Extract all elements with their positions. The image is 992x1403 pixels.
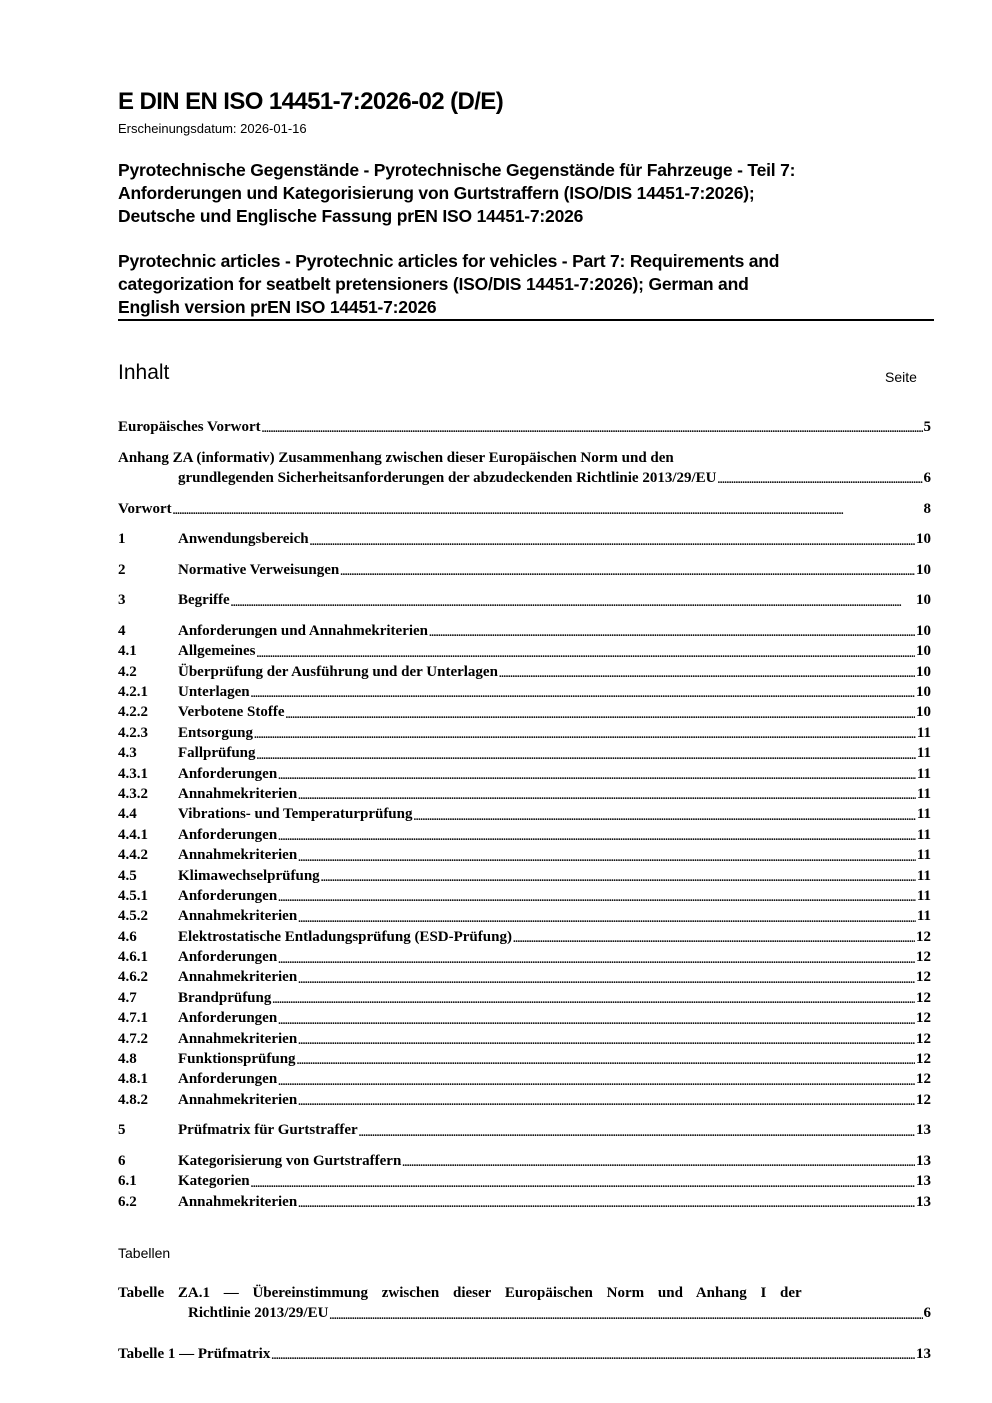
toc-entry-text: Normative Verweisungen bbox=[178, 561, 340, 578]
section-number: 4.5.2 bbox=[118, 908, 148, 925]
toc-entry[interactable] bbox=[118, 947, 931, 967]
section-number: 4.2.1 bbox=[118, 684, 148, 701]
toc-entry[interactable] bbox=[118, 845, 931, 865]
dot-leader bbox=[499, 662, 915, 682]
toc-entry-text: Anwendungsbereich bbox=[178, 531, 309, 548]
header-rule bbox=[118, 319, 934, 321]
toc-entry-text: grundlegenden Sicherheitsanforderungen der abzudeckenden Richtlinie 2013/29/EU bbox=[178, 469, 717, 486]
title-line: Anforderungen und Kategorisierung von Gurtstraffern (ISO/DIS 14451-7:2026); bbox=[118, 182, 755, 203]
toc-entry[interactable] bbox=[118, 906, 931, 926]
toc-entry-text: Anforderungen bbox=[178, 826, 278, 843]
toc-entry-text: Anforderungen und Annahmekriterien bbox=[178, 622, 429, 639]
title-english bbox=[118, 250, 933, 318]
toc-entry[interactable] bbox=[118, 448, 931, 468]
toc-entry[interactable] bbox=[118, 702, 931, 722]
dot-leader bbox=[297, 1049, 915, 1069]
dot-leader bbox=[321, 866, 916, 886]
section-number: 4.8 bbox=[118, 1051, 137, 1068]
section-number: 4.2 bbox=[118, 663, 137, 680]
dot-leader bbox=[298, 1192, 915, 1212]
toc-entry-text: Brandprüfung bbox=[178, 989, 272, 1006]
section-number: 4.5.1 bbox=[118, 887, 148, 904]
toc-entry-text: Anforderungen bbox=[178, 949, 278, 966]
section-number: 4.6.2 bbox=[118, 969, 148, 986]
toc-entry-text: Unterlagen bbox=[178, 684, 250, 701]
title-german bbox=[118, 159, 933, 227]
dot-leader bbox=[340, 560, 915, 580]
toc-entry[interactable] bbox=[118, 662, 931, 682]
title-line: English version prEN ISO 14451-7:2026 bbox=[118, 296, 437, 317]
dot-leader bbox=[513, 927, 915, 947]
dot-leader bbox=[278, 947, 915, 967]
page-number: 11 bbox=[916, 724, 931, 741]
page-number: 12 bbox=[916, 1030, 931, 1047]
page-number: 10 bbox=[916, 622, 931, 639]
toc-entry[interactable] bbox=[118, 968, 931, 988]
section-number: 2 bbox=[118, 561, 126, 578]
table-entry[interactable] bbox=[118, 1344, 931, 1364]
page-number: 8 bbox=[923, 500, 931, 517]
section-number: 6 bbox=[118, 1152, 126, 1169]
toc-entry[interactable] bbox=[118, 723, 931, 743]
page-number: 12 bbox=[916, 1091, 931, 1108]
page-number: 11 bbox=[916, 785, 931, 802]
toc-entry[interactable] bbox=[118, 682, 931, 702]
section-number: 6.1 bbox=[118, 1173, 137, 1190]
page-number: 12 bbox=[916, 1010, 931, 1027]
dot-leader bbox=[254, 723, 916, 743]
page-number: 12 bbox=[916, 969, 931, 986]
section-number: 4.1 bbox=[118, 643, 137, 660]
page-number: 10 bbox=[916, 643, 931, 660]
title-line: Pyrotechnische Gegenstände - Pyrotechnische Gegenstände für Fahrzeuge - Teil 7: bbox=[118, 160, 796, 180]
section-number: 4.2.2 bbox=[118, 704, 148, 721]
section-number: 6.2 bbox=[118, 1193, 137, 1210]
page-number: 13 bbox=[916, 1152, 931, 1169]
dot-leader bbox=[231, 590, 915, 610]
dot-leader bbox=[298, 1090, 915, 1110]
page-number: 11 bbox=[916, 765, 931, 782]
toc-entry[interactable] bbox=[118, 1069, 931, 1089]
dot-leader bbox=[286, 702, 915, 722]
toc-entry-text: Annahmekriterien bbox=[178, 969, 298, 986]
dot-leader bbox=[256, 641, 915, 661]
dot-leader bbox=[278, 1069, 915, 1089]
toc-entry[interactable] bbox=[118, 866, 931, 886]
page-number: 10 bbox=[916, 592, 931, 609]
toc-entry-text: Anforderungen bbox=[178, 1010, 278, 1027]
toc-entry-text: Annahmekriterien bbox=[178, 1193, 298, 1210]
toc-entry[interactable] bbox=[118, 764, 931, 784]
dot-leader bbox=[272, 988, 915, 1008]
page-number: 11 bbox=[916, 887, 931, 904]
section-number: 4.7.2 bbox=[118, 1030, 148, 1047]
dot-leader bbox=[278, 764, 916, 784]
toc-entry-text: Allgemeines bbox=[178, 643, 256, 660]
dot-leader bbox=[173, 499, 923, 519]
section-number: 4.3.2 bbox=[118, 785, 148, 802]
page-number: 11 bbox=[916, 847, 931, 864]
toc-entry[interactable] bbox=[118, 743, 931, 763]
page-number: 10 bbox=[916, 561, 931, 578]
dot-leader bbox=[329, 1303, 922, 1323]
toc-entry[interactable] bbox=[118, 1192, 931, 1212]
page-number: 12 bbox=[916, 928, 931, 945]
toc-entry[interactable] bbox=[118, 590, 931, 610]
toc-entry-text: Annahmekriterien bbox=[178, 847, 298, 864]
page-number: 10 bbox=[916, 531, 931, 548]
page-number: 13 bbox=[916, 1173, 931, 1190]
table-entry-text: Richtlinie 2013/29/EU bbox=[188, 1305, 329, 1322]
toc-entry[interactable] bbox=[118, 784, 931, 804]
page-number: 12 bbox=[916, 949, 931, 966]
toc-entry-text: Entsorgung bbox=[178, 724, 254, 741]
toc-entry[interactable] bbox=[118, 825, 931, 845]
toc-entry[interactable] bbox=[118, 988, 931, 1008]
toc-entry-continuation[interactable] bbox=[118, 468, 931, 488]
section-number: 4.8.1 bbox=[118, 1071, 148, 1088]
tables-heading: Tabellen bbox=[118, 1245, 171, 1261]
toc-entry-text: Überprüfung der Ausführung und der Unterlagen bbox=[178, 663, 498, 680]
toc-entry[interactable] bbox=[118, 886, 931, 906]
toc-entry[interactable] bbox=[118, 560, 931, 580]
section-number: 4.3.1 bbox=[118, 765, 148, 782]
dot-leader bbox=[298, 906, 916, 926]
page-number: 11 bbox=[916, 867, 931, 884]
toc-entry[interactable] bbox=[118, 804, 931, 824]
page-column-label: Seite bbox=[885, 369, 917, 385]
section-number: 4.4.1 bbox=[118, 826, 148, 843]
dot-leader bbox=[718, 468, 923, 488]
page-number: 13 bbox=[916, 1122, 931, 1139]
toc-entry-text: Annahmekriterien bbox=[178, 785, 298, 802]
toc-entry[interactable] bbox=[118, 927, 931, 947]
section-number: 4.7 bbox=[118, 989, 137, 1006]
section-number: 4.7.1 bbox=[118, 1010, 148, 1027]
section-number: 4.6.1 bbox=[118, 949, 148, 966]
page-number: 10 bbox=[916, 704, 931, 721]
dot-leader bbox=[251, 1171, 915, 1191]
dot-leader bbox=[278, 825, 916, 845]
dot-leader bbox=[429, 621, 915, 641]
dot-leader bbox=[298, 1029, 915, 1049]
section-number: 4 bbox=[118, 622, 126, 639]
toc-entry[interactable] bbox=[118, 1171, 931, 1191]
dot-leader bbox=[310, 529, 915, 549]
toc-entry-text: Anhang ZA (informativ) Zusammenhang zwischen dieser Europäischen Norm und den bbox=[118, 449, 674, 466]
section-number: 4.4.2 bbox=[118, 847, 148, 864]
toc-entry[interactable] bbox=[118, 529, 931, 549]
page-number: 10 bbox=[916, 663, 931, 680]
section-number: 3 bbox=[118, 592, 126, 609]
page-number: 11 bbox=[916, 806, 931, 823]
toc-entry[interactable] bbox=[118, 1120, 931, 1140]
toc-entry-text: Vibrations- und Temperaturprüfung bbox=[178, 806, 413, 823]
toc-entry[interactable] bbox=[118, 1008, 931, 1028]
section-number: 5 bbox=[118, 1122, 126, 1139]
document-id: E DIN EN ISO 14451-7:2026-02 (D/E) bbox=[118, 88, 504, 115]
dot-leader bbox=[402, 1151, 915, 1171]
page-number: 6 bbox=[923, 469, 931, 486]
toc-entry-text: Annahmekriterien bbox=[178, 1091, 298, 1108]
dot-leader bbox=[257, 743, 916, 763]
table-of-contents bbox=[118, 417, 931, 1212]
page-number: 11 bbox=[916, 745, 931, 762]
toc-entry-text: Funktionsprüfung bbox=[178, 1051, 296, 1068]
toc-entry-text: Begriffe bbox=[178, 592, 230, 609]
toc-entry[interactable] bbox=[118, 417, 931, 437]
toc-entry-text: Klimawechselprüfung bbox=[178, 867, 320, 884]
title-line: Deutsche und Englische Fassung prEN ISO 14451-7:2026 bbox=[118, 205, 584, 226]
toc-entry-text: Annahmekriterien bbox=[178, 908, 298, 925]
toc-heading: Inhalt bbox=[118, 361, 170, 384]
toc-entry[interactable] bbox=[118, 499, 931, 519]
dot-leader bbox=[359, 1120, 915, 1140]
table-entry-line[interactable] bbox=[118, 1303, 931, 1323]
toc-entry-text: Annahmekriterien bbox=[178, 1030, 298, 1047]
list-of-tables bbox=[118, 1283, 931, 1364]
toc-entry-text: Anforderungen bbox=[178, 1071, 278, 1088]
dot-leader bbox=[414, 804, 916, 824]
table-entry-text: Tabelle ZA.1 — Übereinstimmung zwischen dieser Europäischen Norm und Anhang I der bbox=[118, 1285, 802, 1301]
dot-leader bbox=[298, 845, 916, 865]
page-number: 11 bbox=[916, 908, 931, 925]
toc-entry-text: Kategorien bbox=[178, 1173, 250, 1190]
toc-entry-text: Vorwort bbox=[118, 500, 172, 517]
page-number: 12 bbox=[916, 1051, 931, 1068]
page-number: 6 bbox=[923, 1305, 931, 1322]
page-number: 13 bbox=[916, 1193, 931, 1210]
toc-entry-text: Elektrostatische Entladungsprüfung (ESD-Prüfung) bbox=[178, 928, 512, 945]
toc-entry-text: Kategorisierung von Gurtstraffern bbox=[178, 1152, 402, 1169]
dot-leader bbox=[278, 1008, 915, 1028]
section-number: 4.3 bbox=[118, 745, 137, 762]
toc-entry-text: Verbotene Stoffe bbox=[178, 704, 285, 721]
toc-entry[interactable] bbox=[118, 1151, 931, 1171]
toc-entry-text: Anforderungen bbox=[178, 765, 278, 782]
dot-leader bbox=[251, 682, 915, 702]
toc-entry-text: Europäisches Vorwort bbox=[118, 418, 261, 435]
page-number: 13 bbox=[916, 1345, 931, 1362]
toc-entry[interactable] bbox=[118, 1049, 931, 1069]
page-number: 12 bbox=[916, 1071, 931, 1088]
title-line: Pyrotechnic articles - Pyrotechnic articles for vehicles - Part 7: Requirements and bbox=[118, 251, 780, 271]
toc-entry-text: Prüfmatrix für Gurtstraffer bbox=[178, 1122, 358, 1139]
dot-leader bbox=[271, 1344, 915, 1364]
toc-entry-text: Fallprüfung bbox=[178, 745, 256, 762]
page-number: 11 bbox=[916, 826, 931, 843]
dot-leader bbox=[298, 968, 915, 988]
dot-leader bbox=[278, 886, 916, 906]
publication-date: Erscheinungsdatum: 2026-01-16 bbox=[118, 121, 307, 136]
section-number: 4.2.3 bbox=[118, 724, 148, 741]
toc-entry[interactable] bbox=[118, 621, 931, 641]
section-number: 4.6 bbox=[118, 928, 137, 945]
section-number: 4.5 bbox=[118, 867, 137, 884]
dot-leader bbox=[262, 417, 923, 437]
table-entry-line[interactable] bbox=[118, 1283, 931, 1303]
page-number: 10 bbox=[916, 684, 931, 701]
toc-entry[interactable] bbox=[118, 1090, 931, 1110]
dot-leader bbox=[298, 784, 916, 804]
title-line: categorization for seatbelt pretensioners (ISO/DIS 14451-7:2026); German and bbox=[118, 273, 749, 294]
page-number: 5 bbox=[923, 418, 931, 435]
page-number: 12 bbox=[916, 989, 931, 1006]
section-number: 4.8.2 bbox=[118, 1091, 148, 1108]
toc-entry-text: Anforderungen bbox=[178, 887, 278, 904]
section-number: 4.4 bbox=[118, 806, 137, 823]
toc-entry[interactable] bbox=[118, 641, 931, 661]
section-number: 1 bbox=[118, 531, 126, 548]
toc-entry[interactable] bbox=[118, 1029, 931, 1049]
table-entry-text: Tabelle 1 — Prüfmatrix bbox=[118, 1345, 271, 1362]
